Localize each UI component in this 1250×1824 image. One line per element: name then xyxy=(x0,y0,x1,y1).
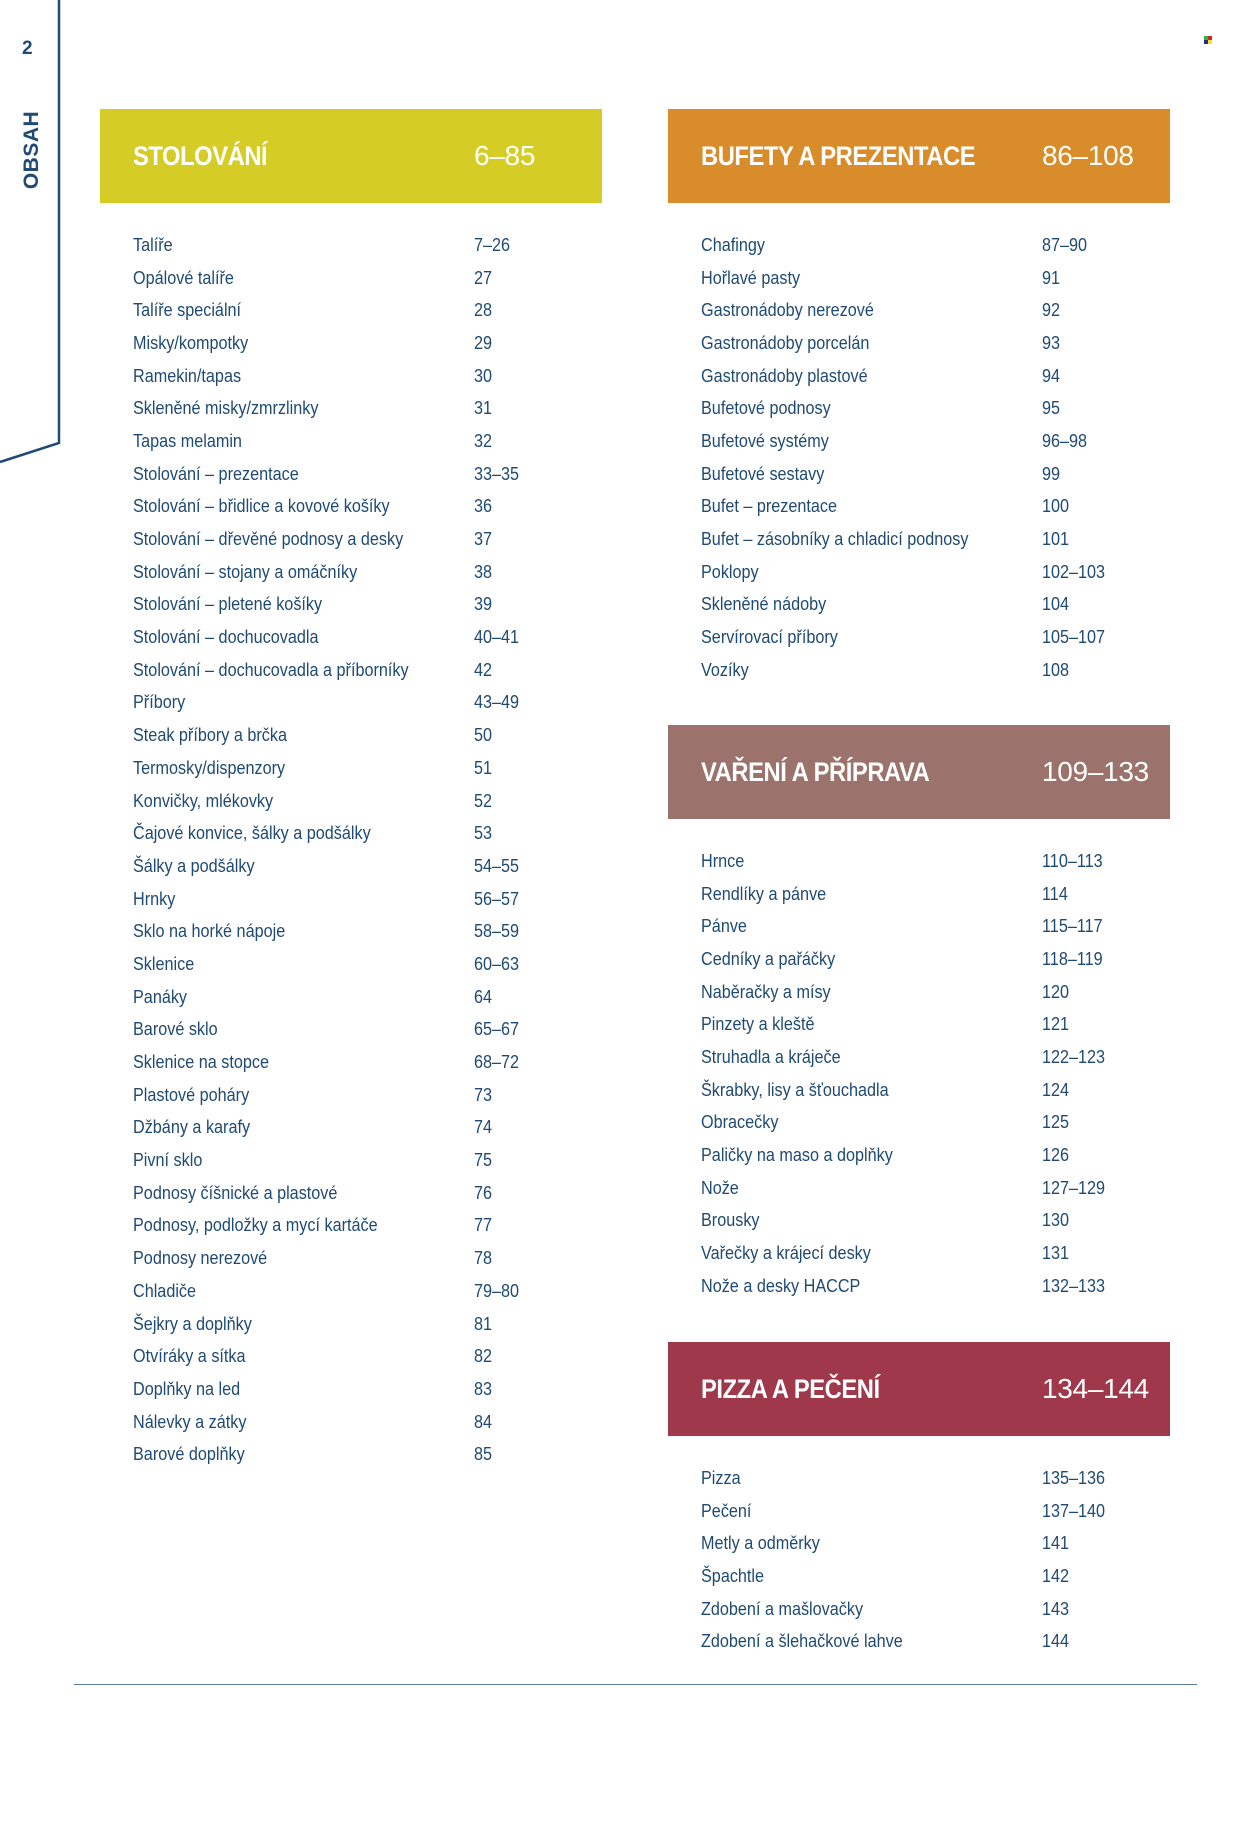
toc-entry-pages: 75 xyxy=(474,1150,493,1171)
toc-entry-label: Bufetové systémy xyxy=(701,430,829,451)
toc-entry-label: Podnosy nerezové xyxy=(133,1248,268,1269)
toc-entry-label: Stolování – dochucovadla xyxy=(133,627,319,648)
section-pizza xyxy=(668,1342,1170,1658)
bottom-divider xyxy=(74,1684,1197,1685)
section-vareni xyxy=(668,725,1170,1303)
toc-entry-label: Pečení xyxy=(701,1500,752,1521)
toc-entry[interactable] xyxy=(133,981,602,1014)
toc-entry[interactable] xyxy=(701,621,1170,654)
toc-entry[interactable] xyxy=(133,556,602,589)
toc-entry-pages: 81 xyxy=(474,1313,493,1334)
toc-entry-pages: 124 xyxy=(1042,1079,1070,1100)
toc-entry-pages: 68–72 xyxy=(474,1052,520,1073)
toc-entry[interactable] xyxy=(133,1438,602,1471)
toc-entry[interactable] xyxy=(701,1074,1170,1107)
toc-entry-label: Plastové poháry xyxy=(133,1084,250,1105)
toc-entry[interactable] xyxy=(701,654,1170,687)
toc-entry-pages: 54–55 xyxy=(474,855,520,876)
toc-entry[interactable] xyxy=(133,327,602,360)
toc-entry-label: Chladiče xyxy=(133,1280,197,1301)
toc-entry-pages: 137–140 xyxy=(1042,1500,1106,1521)
toc-entry-label: Gastronádoby nerezové xyxy=(701,300,874,321)
toc-entry-pages: 144 xyxy=(1042,1631,1070,1652)
toc-entry[interactable] xyxy=(133,360,602,393)
toc-entry-label: Pizza xyxy=(701,1467,741,1488)
toc-entry-label: Naběračky a mísy xyxy=(701,981,831,1002)
toc-entry[interactable] xyxy=(133,621,602,654)
toc-entry-label: Konvičky, mlékovky xyxy=(133,790,274,811)
toc-entry-label: Rendlíky a pánve xyxy=(701,883,827,904)
toc-entry-pages: 94 xyxy=(1042,365,1061,386)
toc-entry[interactable] xyxy=(133,1242,602,1275)
page-number: 2 xyxy=(22,38,33,59)
toc-entry[interactable] xyxy=(133,1308,602,1341)
toc-entry-label: Poklopy xyxy=(701,561,759,582)
toc-entry[interactable] xyxy=(133,1340,602,1373)
toc-entry-pages: 78 xyxy=(474,1248,493,1269)
toc-entry-label: Stolování – pletené košíky xyxy=(133,594,323,615)
toc-entry-pages: 42 xyxy=(474,659,493,680)
toc-entry-pages: 91 xyxy=(1042,267,1061,288)
toc-entry-pages: 104 xyxy=(1042,594,1070,615)
section-page-range: 134–144 xyxy=(1042,1373,1149,1404)
toc-entry-label: Šálky a podšálky xyxy=(133,855,255,876)
toc-entry-pages: 100 xyxy=(1042,496,1070,517)
toc-entry[interactable] xyxy=(701,392,1170,425)
toc-list xyxy=(668,1462,1170,1658)
toc-list xyxy=(668,845,1170,1303)
toc-entry[interactable] xyxy=(133,458,602,491)
toc-entry-label: Doplňky na led xyxy=(133,1378,241,1399)
toc-entry-label: Hrnce xyxy=(701,850,745,871)
toc-entry-label: Barové doplňky xyxy=(133,1444,245,1465)
toc-entry-label: Bufet – zásobníky a chladicí podnosy xyxy=(701,529,969,550)
toc-entry-label: Škrabky, lisy a šťouchadla xyxy=(701,1079,889,1100)
toc-entry-label: Zdobení a šlehačkové lahve xyxy=(701,1631,903,1652)
toc-entry-pages: 101 xyxy=(1042,529,1070,550)
toc-entry-label: Sklenice xyxy=(133,953,195,974)
toc-entry-label: Nože a desky HACCP xyxy=(701,1275,861,1296)
toc-entry-label: Steak příbory a brčka xyxy=(133,725,287,746)
toc-entry[interactable] xyxy=(701,910,1170,943)
toc-entry[interactable] xyxy=(133,850,602,883)
toc-entry-pages: 36 xyxy=(474,496,493,517)
section-header[interactable] xyxy=(668,1342,1170,1436)
toc-entry-label: Gastronádoby porcelán xyxy=(701,332,870,353)
toc-entry[interactable] xyxy=(701,491,1170,524)
toc-entry-pages: 121 xyxy=(1042,1014,1070,1035)
toc-entry[interactable] xyxy=(701,1593,1170,1626)
toc-entry[interactable] xyxy=(133,883,602,916)
toc-entry[interactable] xyxy=(133,1406,602,1439)
section-header[interactable] xyxy=(668,725,1170,819)
toc-entry-label: Sklo na horké nápoje xyxy=(133,921,286,942)
toc-entry[interactable] xyxy=(133,1144,602,1177)
toc-entry[interactable] xyxy=(133,392,602,425)
toc-entry-label: Otvíráky a sítka xyxy=(133,1346,246,1367)
section-title: VAŘENÍ A PŘÍPRAVA xyxy=(701,756,930,787)
section-page-range: 6–85 xyxy=(474,140,536,171)
toc-entry-pages: 83 xyxy=(474,1378,493,1399)
toc-entry-label: Hořlavé pasty xyxy=(701,267,801,288)
toc-entry-label: Servírovací příbory xyxy=(701,627,838,648)
toc-entry[interactable] xyxy=(701,1107,1170,1140)
toc-entry-label: Šejkry a doplňky xyxy=(133,1313,252,1334)
toc-entry[interactable] xyxy=(133,915,602,948)
toc-entry-label: Vozíky xyxy=(701,659,749,680)
toc-entry-pages: 37 xyxy=(474,529,493,550)
toc-entry-pages: 64 xyxy=(474,986,493,1007)
toc-entry-label: Cedníky a pařáčky xyxy=(701,948,836,969)
toc-entry-pages: 82 xyxy=(474,1346,493,1367)
toc-entry[interactable] xyxy=(133,752,602,785)
toc-entry-pages: 130 xyxy=(1042,1210,1070,1231)
toc-entry[interactable] xyxy=(701,1008,1170,1041)
toc-entry[interactable] xyxy=(701,1237,1170,1270)
toc-entry-label: Talíře speciální xyxy=(133,300,242,321)
toc-entry-label: Skleněné nádoby xyxy=(701,594,827,615)
toc-entry[interactable] xyxy=(701,1625,1170,1658)
toc-entry[interactable] xyxy=(701,976,1170,1009)
toc-entry-pages: 51 xyxy=(474,757,493,778)
toc-entry[interactable] xyxy=(133,1177,602,1210)
toc-entry-label: Pinzety a kleště xyxy=(701,1014,815,1035)
side-bracket-line xyxy=(0,0,70,470)
toc-entry-label: Zdobení a mašlovačky xyxy=(701,1598,864,1619)
toc-entry[interactable] xyxy=(701,943,1170,976)
toc-entry[interactable] xyxy=(133,1373,602,1406)
toc-entry-label: Příbory xyxy=(133,692,186,713)
toc-entry-pages: 95 xyxy=(1042,398,1061,419)
section-stolovani xyxy=(100,109,602,1471)
toc-entry[interactable] xyxy=(133,687,602,720)
toc-entry-label: Brousky xyxy=(701,1210,760,1231)
toc-entry-label: Pánve xyxy=(701,916,747,937)
toc-entry-pages: 92 xyxy=(1042,300,1061,321)
toc-entry[interactable] xyxy=(701,845,1170,878)
toc-entry-pages: 99 xyxy=(1042,463,1061,484)
toc-entry-label: Ramekin/tapas xyxy=(133,365,242,386)
toc-entry[interactable] xyxy=(133,719,602,752)
toc-entry-pages: 114 xyxy=(1042,883,1068,904)
toc-entry-pages: 85 xyxy=(474,1444,493,1465)
toc-entry-label: Barové sklo xyxy=(133,1019,218,1040)
toc-entry-label: Tapas melamin xyxy=(133,430,242,451)
logo-icon xyxy=(1204,36,1212,44)
toc-entry-pages: 32 xyxy=(474,430,493,451)
section-title: PIZZA A PEČENÍ xyxy=(701,1373,880,1404)
toc-entry-pages: 50 xyxy=(474,725,493,746)
toc-entry-pages: 7–26 xyxy=(474,234,511,255)
toc-entry-label: Panáky xyxy=(133,986,188,1007)
toc-entry-pages: 118–119 xyxy=(1042,948,1103,969)
toc-entry[interactable] xyxy=(133,1014,602,1047)
toc-entry-pages: 131 xyxy=(1042,1243,1070,1264)
toc-list xyxy=(668,229,1170,687)
toc-entry-pages: 141 xyxy=(1042,1533,1070,1554)
toc-entry-label: Podnosy, podložky a mycí kartáče xyxy=(133,1215,378,1236)
toc-entry[interactable] xyxy=(701,523,1170,556)
toc-entry-label: Termosky/dispenzory xyxy=(133,757,286,778)
section-title: BUFETY A PREZENTACE xyxy=(701,140,976,171)
toc-entry-pages: 27 xyxy=(474,267,493,288)
toc-entry-label: Džbány a karafy xyxy=(133,1117,251,1138)
toc-entry-label: Špachtle xyxy=(701,1565,765,1586)
toc-entry[interactable] xyxy=(133,425,602,458)
section-page-range: 109–133 xyxy=(1042,756,1149,787)
toc-entry-label: Stolování – dřevěné podnosy a desky xyxy=(133,529,404,550)
toc-entry[interactable] xyxy=(701,1560,1170,1593)
toc-entry-label: Stolování – prezentace xyxy=(133,463,299,484)
toc-entry[interactable] xyxy=(133,948,602,981)
toc-entry-pages: 30 xyxy=(474,365,493,386)
toc-entry-pages: 87–90 xyxy=(1042,234,1088,255)
toc-entry[interactable] xyxy=(133,262,602,295)
toc-entry-pages: 43–49 xyxy=(474,692,520,713)
toc-entry-pages: 73 xyxy=(474,1084,493,1105)
toc-entry[interactable] xyxy=(701,1172,1170,1205)
toc-entry-label: Hrnky xyxy=(133,888,176,909)
toc-entry-pages: 125 xyxy=(1042,1112,1070,1133)
toc-entry[interactable] xyxy=(133,523,602,556)
toc-entry[interactable] xyxy=(701,360,1170,393)
toc-entry[interactable] xyxy=(701,1495,1170,1528)
toc-entry[interactable] xyxy=(133,1046,602,1079)
toc-entry-pages: 120 xyxy=(1042,981,1070,1002)
toc-entry-label: Vařečky a krájecí desky xyxy=(701,1243,871,1264)
toc-entry[interactable] xyxy=(701,262,1170,295)
toc-entry[interactable] xyxy=(701,458,1170,491)
toc-entry[interactable] xyxy=(701,878,1170,911)
toc-entry[interactable] xyxy=(701,1270,1170,1303)
section-header[interactable] xyxy=(668,109,1170,203)
toc-entry-label: Struhadla a kráječe xyxy=(701,1046,841,1067)
toc-entry-pages: 132–133 xyxy=(1042,1275,1106,1296)
toc-entry-pages: 102–103 xyxy=(1042,561,1106,582)
toc-entry-label: Nálevky a zátky xyxy=(133,1411,247,1432)
toc-entry-label: Nože xyxy=(701,1177,739,1198)
toc-entry-pages: 31 xyxy=(474,398,493,419)
toc-list xyxy=(100,229,602,1471)
section-bufety xyxy=(668,109,1170,687)
toc-entry-pages: 143 xyxy=(1042,1598,1070,1619)
toc-entry-label: Bufet – prezentace xyxy=(701,496,837,517)
toc-entry-pages: 52 xyxy=(474,790,493,811)
toc-entry-pages: 110–113 xyxy=(1042,850,1103,871)
toc-entry-pages: 96–98 xyxy=(1042,430,1088,451)
toc-entry-pages: 65–67 xyxy=(474,1019,520,1040)
toc-entry-label: Sklenice na stopce xyxy=(133,1052,269,1073)
side-title: OBSAH xyxy=(20,110,43,190)
toc-entry-label: Skleněné misky/zmrzlinky xyxy=(133,398,319,419)
toc-entry-label: Čajové konvice, šálky a podšálky xyxy=(133,823,371,844)
toc-entry-pages: 28 xyxy=(474,300,493,321)
toc-entry-pages: 77 xyxy=(474,1215,493,1236)
toc-entry-pages: 122–123 xyxy=(1042,1046,1106,1067)
toc-entry[interactable] xyxy=(133,294,602,327)
toc-entry-label: Metly a odměrky xyxy=(701,1533,820,1554)
toc-entry-pages: 58–59 xyxy=(474,921,520,942)
toc-entry[interactable] xyxy=(133,1112,602,1145)
toc-entry[interactable] xyxy=(133,589,602,622)
toc-entry-label: Obracečky xyxy=(701,1112,779,1133)
toc-entry-pages: 105–107 xyxy=(1042,627,1106,648)
toc-entry-pages: 93 xyxy=(1042,332,1061,353)
toc-entry-label: Pivní sklo xyxy=(133,1150,203,1171)
toc-entry-label: Podnosy číšnické a plastové xyxy=(133,1182,338,1203)
toc-entry-label: Bufetové podnosy xyxy=(701,398,831,419)
toc-entry[interactable] xyxy=(133,785,602,818)
toc-entry-label: Paličky na maso a doplňky xyxy=(701,1145,893,1166)
section-header[interactable] xyxy=(100,109,602,203)
toc-entry-label: Chafingy xyxy=(701,234,765,255)
toc-entry-label: Talíře xyxy=(133,234,173,255)
toc-entry-pages: 142 xyxy=(1042,1565,1070,1586)
toc-entry[interactable] xyxy=(701,1462,1170,1495)
toc-entry-pages: 115–117 xyxy=(1042,916,1103,937)
toc-entry[interactable] xyxy=(701,556,1170,589)
toc-entry[interactable] xyxy=(133,1275,602,1308)
toc-entry-pages: 79–80 xyxy=(474,1280,520,1301)
toc-entry[interactable] xyxy=(133,491,602,524)
toc-entry-pages: 40–41 xyxy=(474,627,520,648)
toc-entry[interactable] xyxy=(701,294,1170,327)
toc-entry-pages: 76 xyxy=(474,1182,493,1203)
toc-entry-pages: 29 xyxy=(474,332,493,353)
toc-entry[interactable] xyxy=(701,1205,1170,1238)
toc-entry[interactable] xyxy=(133,1210,602,1243)
toc-entry-label: Misky/kompotky xyxy=(133,332,249,353)
toc-entry-label: Stolování – břidlice a kovové košíky xyxy=(133,496,390,517)
toc-entry[interactable] xyxy=(133,229,602,262)
toc-entry-pages: 56–57 xyxy=(474,888,520,909)
toc-entry-label: Stolování – stojany a omáčníky xyxy=(133,561,358,582)
toc-entry[interactable] xyxy=(133,654,602,687)
toc-entry-pages: 74 xyxy=(474,1117,493,1138)
section-title: STOLOVÁNÍ xyxy=(133,140,268,171)
toc-entry[interactable] xyxy=(701,589,1170,622)
toc-entry-label: Bufetové sestavy xyxy=(701,463,825,484)
toc-entry-label: Stolování – dochucovadla a příborníky xyxy=(133,659,409,680)
toc-entry[interactable] xyxy=(701,1041,1170,1074)
toc-entry-pages: 60–63 xyxy=(474,953,520,974)
section-page-range: 86–108 xyxy=(1042,140,1134,171)
toc-entry[interactable] xyxy=(133,1079,602,1112)
toc-entry-pages: 33–35 xyxy=(474,463,520,484)
toc-entry-pages: 127–129 xyxy=(1042,1177,1106,1198)
toc-entry-pages: 84 xyxy=(474,1411,493,1432)
toc-entry[interactable] xyxy=(701,1139,1170,1172)
toc-entry[interactable] xyxy=(701,425,1170,458)
toc-entry-pages: 126 xyxy=(1042,1145,1070,1166)
toc-entry-pages: 39 xyxy=(474,594,493,615)
toc-entry[interactable] xyxy=(701,1527,1170,1560)
toc-entry-pages: 108 xyxy=(1042,659,1070,680)
toc-entry-pages: 135–136 xyxy=(1042,1467,1106,1488)
toc-entry-label: Opálové talíře xyxy=(133,267,234,288)
toc-entry-pages: 38 xyxy=(474,561,493,582)
toc-entry[interactable] xyxy=(133,817,602,850)
toc-entry[interactable] xyxy=(701,229,1170,262)
toc-entry[interactable] xyxy=(701,327,1170,360)
toc-entry-label: Gastronádoby plastové xyxy=(701,365,868,386)
toc-entry-pages: 53 xyxy=(474,823,493,844)
